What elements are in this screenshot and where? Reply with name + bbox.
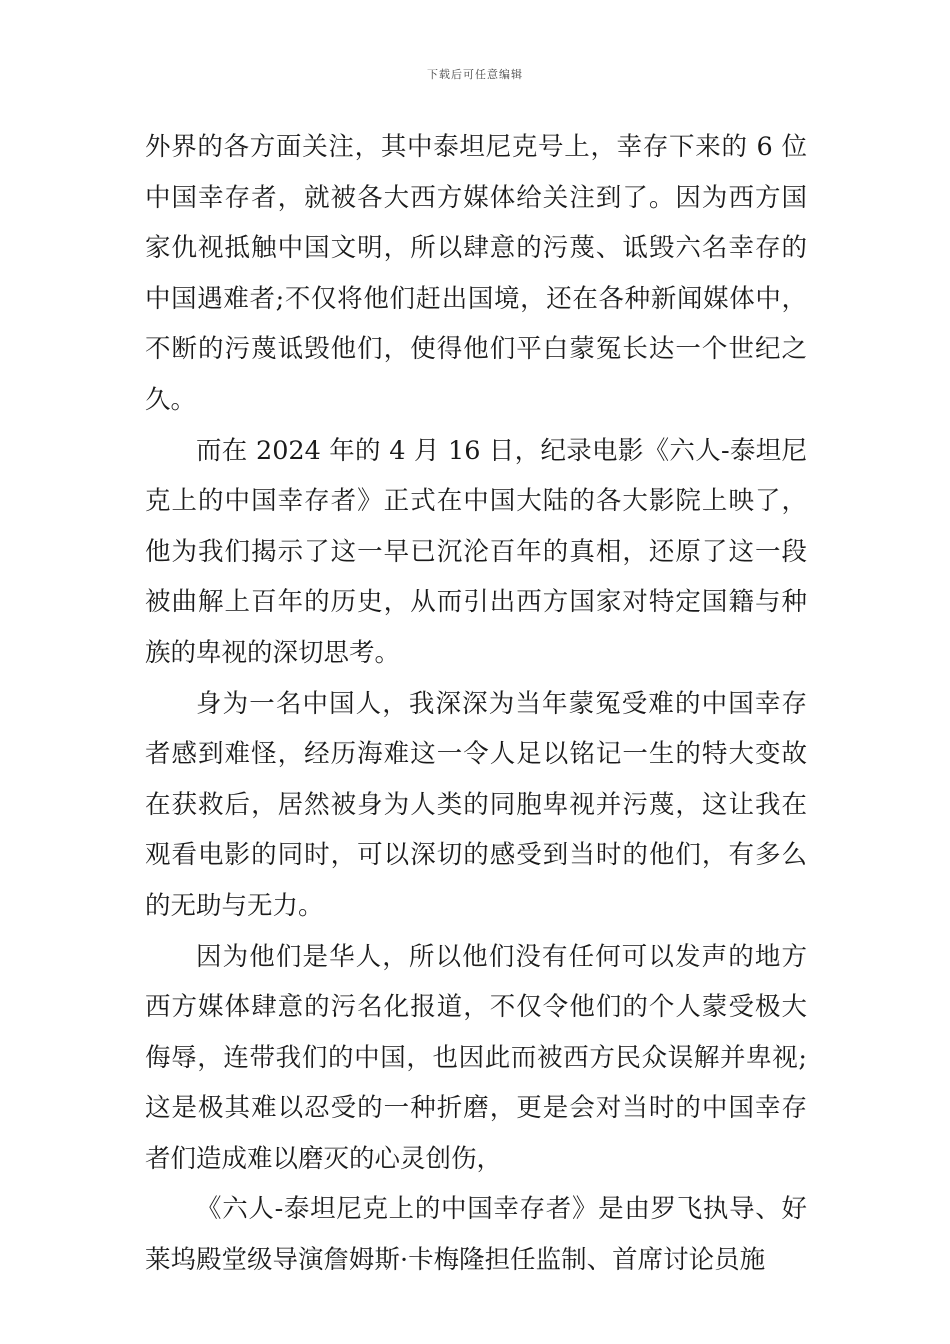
paragraph-film-credits: 《六人-泰坦尼克上的中国幸存者》是由罗飞执导、好莱坞殿堂级导演詹姆斯·卡梅隆担任监制、首席讨论员施	[145, 1194, 807, 1276]
paragraph-continuation: 外界的各方面关注，其中泰坦尼克号上，幸存下来的 6 位中国幸存者，就被各大西方媒体给关注到了。因为西方国家仇视抵触中国文明，所以肆意的污蔑、诋毁六名幸存的中国遇难者;不仅将他们赶出国境，还在各种新闻媒体中，不断的污蔑诋毁他们，使得他们平白蒙冤长达一个世纪之久。	[145, 132, 807, 415]
paragraph-film-release: 而在 2024 年的 4 月 16 日，纪录电影《六人-泰坦尼克上的中国幸存者》正式在中国大陆的各大影院上映了，他为我们揭示了这一早已沉沦百年的真相，还原了这一段被曲解上百年的历史，从而引出西方国家对特定国籍与种族的卑视的深切思考。	[145, 435, 807, 668]
page-header: 下载后可任意编辑	[427, 68, 523, 81]
document-body	[145, 122, 807, 1286]
paragraph-reflection: 身为一名中国人，我深深为当年蒙冤受难的中国幸存者感到难怪，经历海难这一令人足以铭记一生的特大变故在获救后，居然被身为人类的同胞卑视并污蔑，这让我在观看电影的同时，可以深切的感受到当时的他们，有多么的无助与无力。	[145, 688, 807, 921]
paragraph-media-slander: 因为他们是华人，所以他们没有任何可以发声的地方西方媒体肆意的污名化报道，不仅令他们的个人蒙受极大侮辱，连带我们的中国，也因此而被西方民众误解并卑视;这是极其难以忍受的一种折磨，更是会对当时的中国幸存者们造成难以磨灭的心灵创伤，	[145, 941, 807, 1174]
